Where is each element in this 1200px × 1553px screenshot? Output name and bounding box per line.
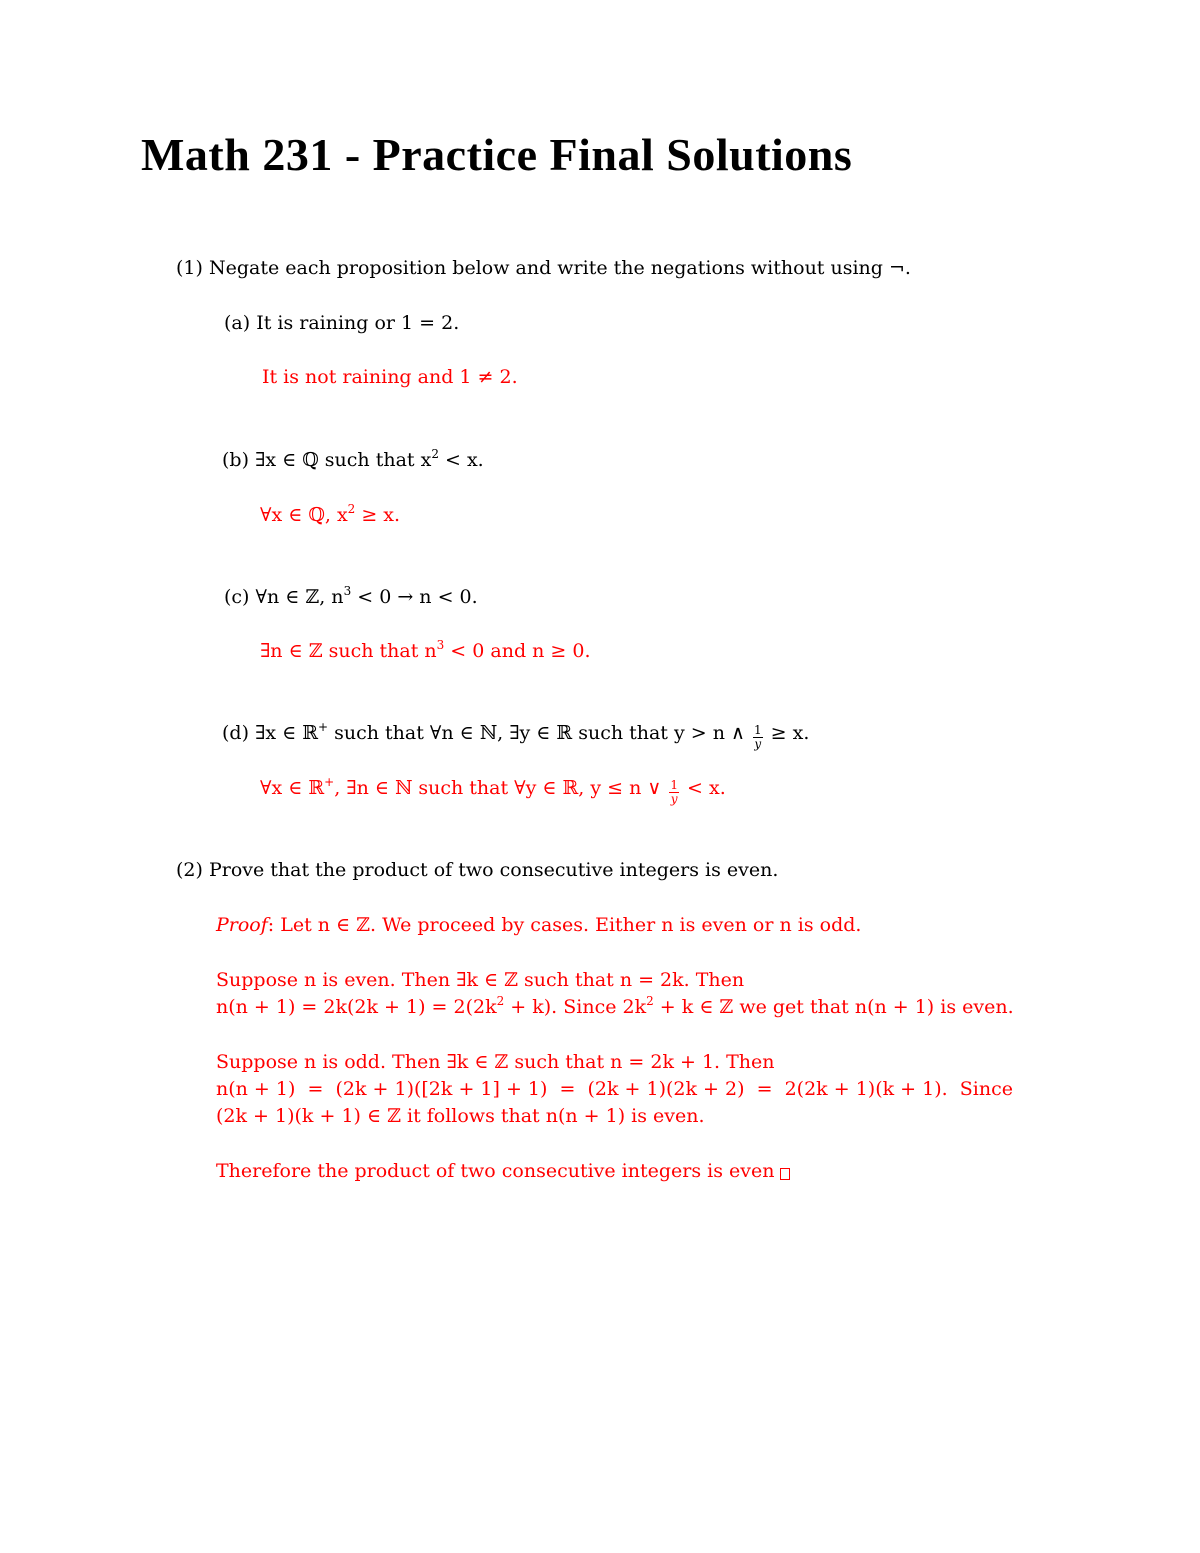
fraction-denominator: y [754, 737, 762, 751]
fraction-one-over-y [753, 724, 763, 751]
fraction-numerator: 1 [670, 778, 678, 792]
question-1-text: Negate each proposition below and write the negations without using ¬. [208, 257, 911, 279]
superscript-plus: + [324, 775, 335, 789]
exponent: 3 [436, 638, 445, 652]
proof-word: Proof [216, 914, 268, 936]
part-d-text-mid: such that ∀n ∈ ℕ, ∃y ∈ ℝ such that y > n ∧ [328, 722, 745, 744]
part-d-answer-mid: , ∃n ∈ ℕ such that ∀y ∈ ℝ, y ≤ n ∨ [334, 777, 662, 799]
part-a-answer: It is not raining and 1 ≠ 2. [262, 366, 518, 388]
part-b-label: (b) [222, 449, 249, 471]
part-d-statement [222, 721, 809, 751]
exponent: 2 [646, 994, 654, 1008]
proof-intro [216, 913, 861, 937]
part-c-statement [224, 585, 478, 609]
conclusion-text: Therefore the product of two consecutive integers is even [216, 1160, 775, 1182]
fraction-numerator: 1 [753, 723, 762, 737]
proof-conclusion [216, 1159, 790, 1183]
exponent: 2 [431, 447, 439, 461]
even-case-line-2 [216, 995, 1014, 1019]
part-b-answer-pre: ∀x ∈ ℚ, x [260, 504, 348, 526]
odd-case-line-3: (2k + 1)(k + 1) ∈ ℤ it follows that n(n + 1) is even. [216, 1105, 705, 1127]
question-2-number: (2) [176, 859, 203, 881]
part-d-label: (d) [222, 722, 249, 744]
part-c-text-pre: ∀n ∈ ℤ, n [255, 586, 344, 608]
question-2-prompt [176, 858, 778, 882]
part-d-text-post: ≥ x. [770, 722, 810, 744]
fraction-denominator: y [670, 792, 678, 806]
part-b-answer [260, 503, 400, 527]
part-b-answer-post: ≥ x. [355, 504, 401, 526]
part-a-text: It is raining or 1 = 2. [256, 312, 460, 334]
even-case-line-1: Suppose n is even. Then ∃k ∈ ℤ such that n = 2k. Then [216, 969, 745, 991]
even-case-mid: + k). Since 2k [504, 996, 647, 1018]
part-c-answer-pre: ∃n ∈ ℤ such that n [260, 640, 437, 662]
even-case-post: + k ∈ ℤ we get that n(n + 1) is even. [653, 996, 1014, 1018]
qed-box-icon [780, 1168, 790, 1180]
part-c-label: (c) [224, 586, 250, 608]
odd-case-line-2: n(n + 1) = (2k + 1)([2k + 1] + 1) = (2k + 1)(2k + 2) = 2(2k + 1)(k + 1). Since [216, 1078, 1013, 1100]
part-c-answer-post: < 0 and n ≥ 0. [444, 640, 591, 662]
page-title: Math 231 - Practice Final Solutions [141, 129, 853, 180]
odd-case-line-1: Suppose n is odd. Then ∃k ∈ ℤ such that n = 2k + 1. Then [216, 1051, 775, 1073]
part-a-label: (a) [224, 312, 251, 334]
superscript-plus: + [318, 720, 329, 734]
exponent: 3 [343, 584, 352, 598]
even-case-pre: n(n + 1) = 2k(2k + 1) = 2(2k [216, 996, 497, 1018]
part-b-text-pre: ∃x ∈ ℚ such that x [255, 449, 432, 471]
question-1-prompt [176, 256, 911, 280]
part-d-answer [260, 776, 726, 806]
exponent: 2 [347, 502, 356, 516]
fraction-one-over-y [669, 779, 679, 806]
proof-intro-text: : Let n ∈ ℤ. We proceed by cases. Either n is even or n is odd. [267, 914, 862, 936]
part-b-text-post: < x. [438, 449, 484, 471]
exponent: 2 [496, 994, 505, 1008]
question-1-number: (1) [176, 257, 203, 279]
part-d-answer-post: < x. [687, 777, 726, 799]
part-d-answer-pre: ∀x ∈ ℝ [260, 777, 325, 799]
part-b-statement [222, 448, 484, 472]
part-c-answer [260, 639, 591, 663]
part-c-text-post: < 0 → n < 0. [351, 586, 478, 608]
part-a-statement [224, 311, 459, 335]
part-d-text-pre: ∃x ∈ ℝ [255, 722, 319, 744]
question-2-text: Prove that the product of two consecutive integers is even. [208, 859, 779, 881]
